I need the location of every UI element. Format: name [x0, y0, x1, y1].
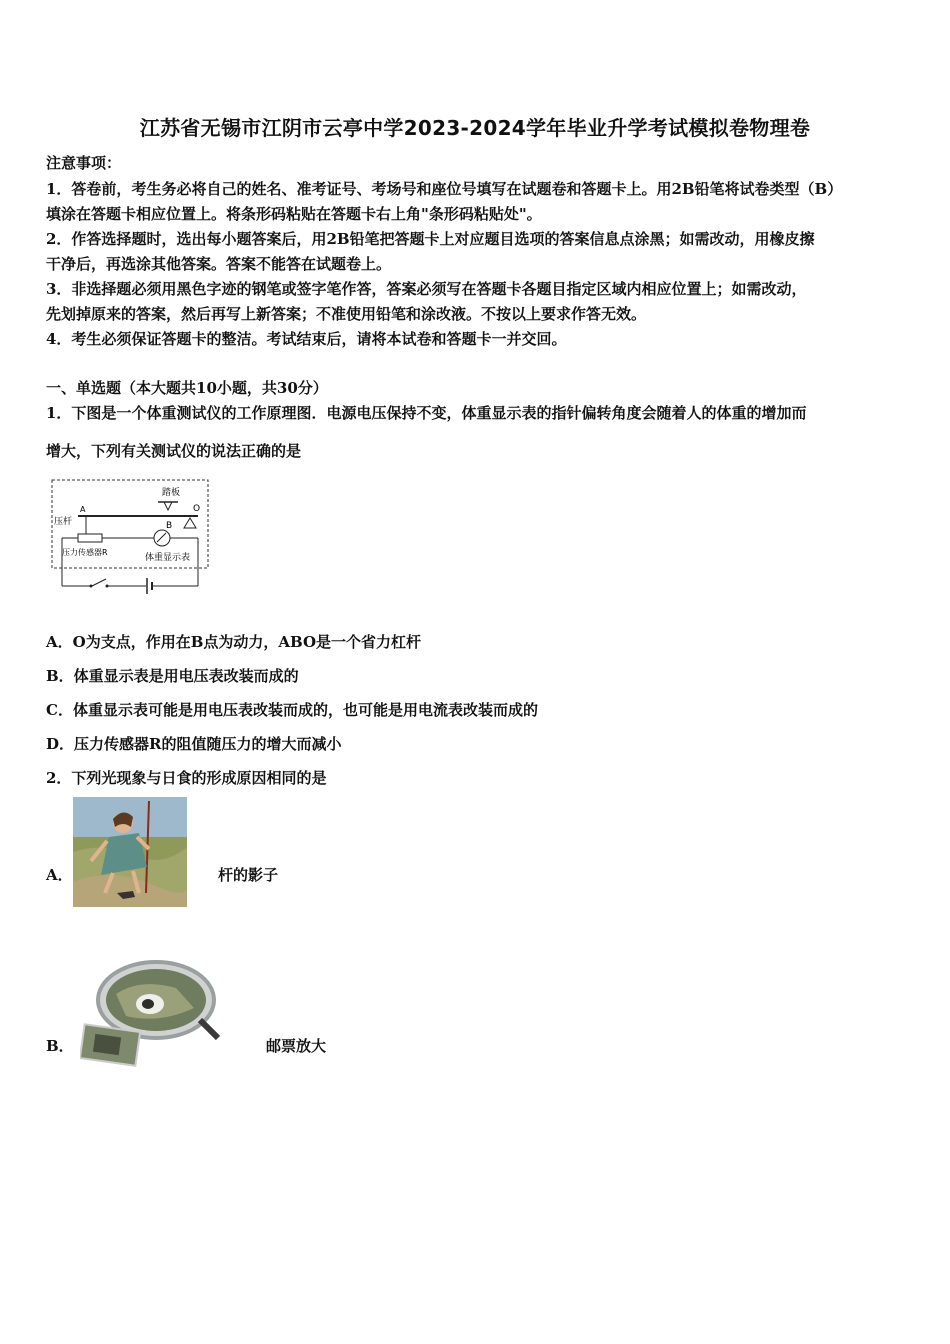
notice-line: 1．答卷前，考生务必将自己的姓名、准考证号、考场号和座位号填写在试题卷和答题卡上。用2B铅笔将试卷类型（B） [46, 180, 843, 198]
question-2-option-a-text: 杆的影子 [218, 866, 279, 884]
point-o-label: O [193, 504, 201, 514]
question-1-option-b: B．体重显示表是用电压表改装而成的 [46, 667, 299, 685]
point-b-label: B [166, 521, 173, 531]
question-1-stem-cont: 增大，下列有关测试仪的说法正确的是 [46, 442, 302, 460]
notice-line: 2．作答选择题时，选出每小题答案后，用2B铅笔把答题卡上对应题目选项的答案信息点涂黑；如需改动，用橡皮擦 [46, 230, 815, 248]
notice-heading: 注意事项： [46, 154, 122, 172]
lever-label: 压杆 [54, 517, 73, 527]
notice-line: 3．非选择题必须用黑色字迹的钢笔或签字笔作答，答案必须写在答题卡各题目指定区域内相应位置上；如需改动， [46, 280, 807, 298]
scale-circuit-diagram [50, 478, 210, 598]
section-heading: 一、单选题（本大题共10小题，共30分） [46, 379, 328, 397]
question-2-option-a-label: A． [46, 866, 73, 884]
question-2-option-b-label: B． [46, 1037, 74, 1055]
notice-line: 干净后，再选涂其他答案。答案不能答在试题卷上。 [46, 255, 392, 273]
magnifier-stamp-image [80, 958, 230, 1068]
question-1-option-d: D．压力传感器R的阻值随压力的增大而减小 [46, 735, 342, 753]
girl-with-pole-image [73, 797, 187, 907]
meter-label: 体重显示表 [145, 553, 191, 563]
notice-line: 4．考生必须保证答题卡的整洁。考试结束后，请将本试卷和答题卡一并交回。 [46, 330, 567, 348]
pedal-label: 踏板 [162, 488, 181, 498]
question-2-option-b-text: 邮票放大 [266, 1037, 327, 1055]
question-1-stem: 1．下图是一个体重测试仪的工作原理图．电源电压保持不变，体重显示表的指针偏转角度会随着人的体重的增加而 [46, 404, 807, 422]
notice-line: 填涂在答题卡相应位置上。将条形码粘贴在答题卡右上角"条形码粘贴处"。 [46, 205, 542, 223]
question-1-option-c: C．体重显示表可能是用电压表改装而成的，也可能是用电流表改装而成的 [46, 701, 538, 719]
page-title: 江苏省无锡市江阴市云亭中学2023-2024学年毕业升学考试模拟卷物理卷 [139, 116, 811, 140]
sensor-label: 压力传感器R [62, 548, 108, 557]
notice-line: 先划掉原来的答案，然后再写上新答案；不准使用铅笔和涂改液。不按以上要求作答无效。 [46, 305, 647, 323]
question-1-option-a: A．O为支点，作用在B点为动力，ABO是一个省力杠杆 [46, 633, 422, 651]
question-2-stem: 2．下列光现象与日食的形成原因相同的是 [46, 769, 327, 787]
point-a-label: A [80, 505, 86, 514]
